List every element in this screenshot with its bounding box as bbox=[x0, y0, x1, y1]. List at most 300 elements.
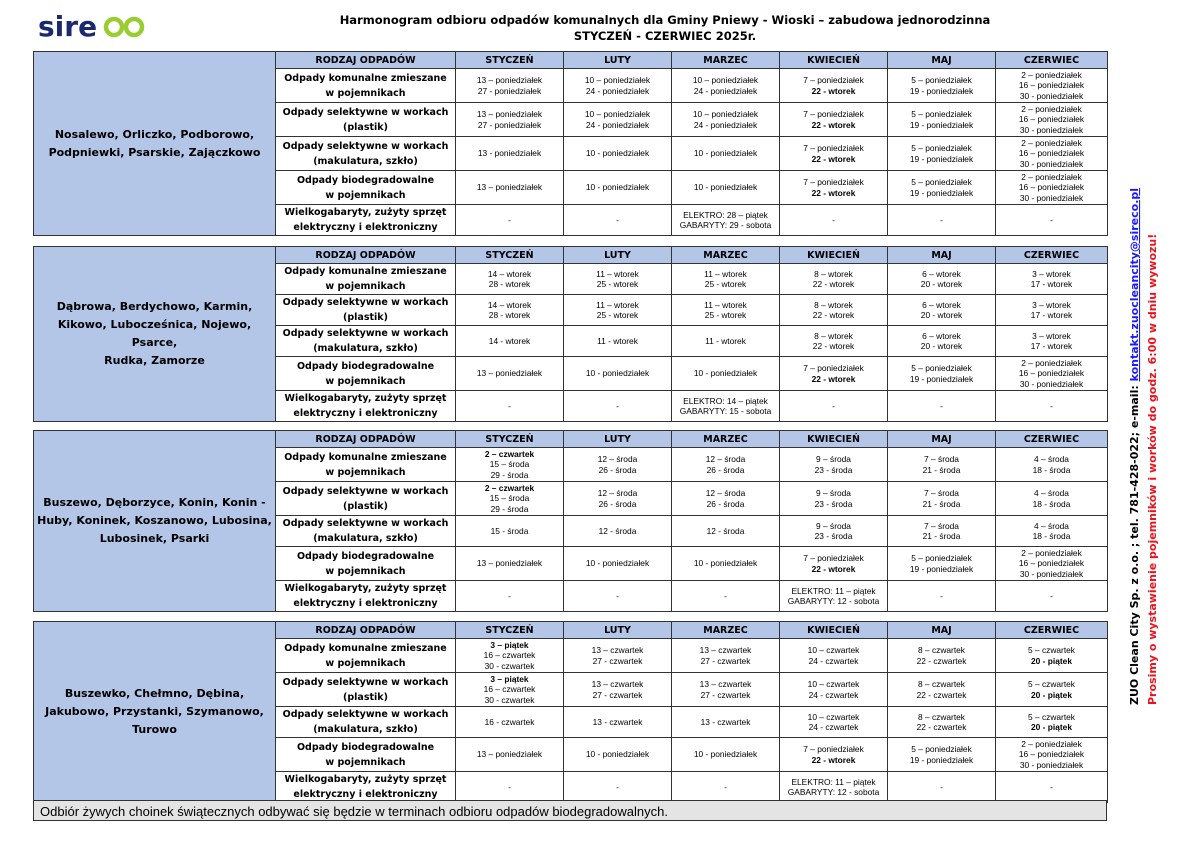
waste-type-line: Wielkogabaryty, zużyty sprzęt bbox=[284, 774, 447, 785]
date-entry: 16 - czwartek bbox=[484, 716, 535, 727]
date-entry: 10 - poniedziałek bbox=[693, 182, 758, 193]
region-block bbox=[33, 246, 1107, 422]
date-cell bbox=[456, 547, 564, 581]
region-name-line: Rudka, Zamorze bbox=[104, 354, 205, 367]
date-entry: 14 - wtorek bbox=[488, 335, 531, 346]
date-entry: 26 - środa bbox=[706, 498, 745, 509]
date-entry: 23 - środa bbox=[814, 464, 853, 475]
date-cell bbox=[564, 516, 672, 547]
waste-type-label bbox=[276, 69, 456, 103]
date-entry: 22 - wtorek bbox=[811, 119, 856, 130]
date-entry: - bbox=[940, 781, 943, 792]
region-name-line: Jakubowo, Przystanki, Szymanowo, bbox=[45, 705, 264, 718]
date-entry: 3 – piątek bbox=[490, 639, 529, 650]
date-entry: 26 - środa bbox=[598, 498, 637, 509]
date-entry: 10 – czwartek bbox=[807, 679, 860, 689]
date-entry: 3 – wtorek bbox=[1032, 330, 1071, 341]
date-entry: 23 - środa bbox=[814, 498, 853, 509]
header-waste-type: RODZAJ ODPADÓW bbox=[276, 52, 456, 69]
waste-type-line: Odpady selektywne w workach bbox=[282, 106, 449, 118]
date-cell bbox=[780, 482, 888, 516]
date-entry: 22 - wtorek bbox=[811, 754, 856, 765]
date-entry: 2 – poniedziałek bbox=[1021, 69, 1082, 80]
date-entry: 29 - środa bbox=[490, 503, 529, 514]
region-name-line: Turowo bbox=[132, 723, 177, 736]
date-entry: 30 - czwartek bbox=[484, 660, 535, 671]
header-month: STYCZEŃ bbox=[456, 431, 564, 448]
date-entry: 28 - wtorek bbox=[488, 310, 531, 320]
date-cell bbox=[888, 581, 996, 612]
date-cell bbox=[672, 391, 780, 422]
date-entry: 11 – wtorek bbox=[596, 299, 639, 310]
date-entry: 14 – wtorek bbox=[487, 299, 532, 310]
date-cell bbox=[888, 772, 996, 803]
date-entry: 3 – wtorek bbox=[1032, 268, 1071, 279]
date-entry: 7 – środa bbox=[924, 454, 959, 464]
waste-type-line: Odpady komunalne zmieszane bbox=[284, 266, 447, 277]
date-entry: 7 – poniedziałek bbox=[803, 363, 864, 373]
date-entry: 25 - wtorek bbox=[704, 279, 747, 289]
waste-type-line: w pojemnikach bbox=[325, 87, 406, 99]
date-entry: 13 – czwartek bbox=[591, 645, 644, 655]
date-entry: 30 - poniedziałek bbox=[1019, 378, 1084, 389]
date-entry: 10 - poniedziałek bbox=[693, 368, 758, 379]
date-entry: 2 – poniedziałek bbox=[1021, 547, 1082, 558]
date-cell bbox=[564, 326, 672, 357]
date-entry: 13 – czwartek bbox=[699, 645, 752, 655]
header-month: MAJ bbox=[888, 52, 996, 69]
date-entry: 4 – środa bbox=[1034, 454, 1069, 464]
date-entry: 30 - czwartek bbox=[484, 694, 535, 705]
date-cell bbox=[564, 103, 672, 137]
date-entry: 16 – poniedziałek bbox=[1018, 148, 1085, 159]
schedule-table bbox=[33, 246, 1108, 422]
contact-email-link[interactable]: kontakt.zuocleancity@sireco.pl bbox=[1128, 187, 1141, 382]
date-cell bbox=[996, 103, 1108, 137]
date-entry: 16 – poniedziałek bbox=[1018, 558, 1085, 569]
date-entry: 7 – poniedziałek bbox=[803, 109, 864, 119]
date-entry: 2 – poniedziałek bbox=[1021, 357, 1082, 368]
waste-type-line: Odpady selektywne w workach bbox=[282, 328, 449, 339]
date-cell bbox=[564, 205, 672, 236]
date-cell bbox=[996, 391, 1108, 422]
date-entry: 4 – środa bbox=[1034, 520, 1069, 531]
date-cell bbox=[996, 205, 1108, 236]
waste-type-line: Wielkogabaryty, zużyty sprzęt bbox=[284, 583, 447, 594]
date-entry: 18 - środa bbox=[1032, 498, 1071, 509]
waste-type-line: Odpady biodegradowalne bbox=[296, 360, 435, 372]
date-entry: 8 – wtorek bbox=[814, 299, 853, 310]
date-entry: 8 – czwartek bbox=[917, 679, 965, 689]
date-entry: 9 – środa bbox=[816, 520, 851, 531]
date-entry: 28 - wtorek bbox=[488, 279, 531, 289]
date-entry: 17 - wtorek bbox=[1030, 310, 1073, 320]
date-entry: 19 - poniedziałek bbox=[909, 187, 974, 198]
date-cell bbox=[888, 171, 996, 205]
header-month: STYCZEŃ bbox=[456, 247, 564, 264]
date-cell bbox=[780, 137, 888, 171]
date-entry: 8 – wtorek bbox=[814, 330, 853, 341]
date-cell bbox=[456, 639, 564, 673]
date-entry: - bbox=[724, 590, 727, 601]
date-cell bbox=[456, 137, 564, 171]
date-entry: 17 - wtorek bbox=[1030, 341, 1073, 351]
waste-type-label bbox=[276, 673, 456, 707]
date-cell bbox=[672, 295, 780, 326]
date-entry: ELEKTRO: 14 – piątek bbox=[683, 395, 768, 406]
date-entry: 18 - środa bbox=[1032, 531, 1071, 541]
region-name bbox=[34, 247, 276, 422]
header-month: LUTY bbox=[564, 52, 672, 69]
date-cell bbox=[456, 69, 564, 103]
date-entry: 2 – czwartek bbox=[484, 482, 535, 493]
date-entry: 27 - poniedziałek bbox=[477, 85, 542, 96]
date-entry: 26 - środa bbox=[706, 464, 745, 475]
date-entry: - bbox=[1050, 781, 1053, 792]
date-cell bbox=[780, 295, 888, 326]
date-entry: 10 – czwartek bbox=[807, 645, 860, 655]
waste-type-label bbox=[276, 482, 456, 516]
waste-type-line: elektryczny i elektroniczny bbox=[293, 222, 438, 233]
date-cell bbox=[456, 581, 564, 612]
date-cell bbox=[996, 137, 1108, 171]
date-cell bbox=[888, 673, 996, 707]
waste-type-line: Odpady selektywne w workach bbox=[282, 140, 449, 152]
date-entry: - bbox=[616, 400, 619, 411]
date-entry: 6 – wtorek bbox=[922, 330, 961, 341]
date-cell bbox=[456, 103, 564, 137]
date-cell bbox=[672, 326, 780, 357]
date-cell bbox=[780, 326, 888, 357]
region-name bbox=[34, 431, 276, 612]
date-entry: 11 – wtorek bbox=[704, 299, 747, 310]
date-entry: 2 – poniedziałek bbox=[1021, 171, 1082, 182]
date-entry: 16 – poniedziałek bbox=[1018, 114, 1085, 125]
date-entry: 22 - czwartek bbox=[916, 722, 967, 732]
date-cell bbox=[672, 738, 780, 772]
date-entry: 6 – wtorek bbox=[922, 299, 961, 310]
header-waste-type: RODZAJ ODPADÓW bbox=[276, 247, 456, 264]
date-entry: 10 - poniedziałek bbox=[693, 749, 758, 760]
date-entry: 22 - wtorek bbox=[811, 187, 856, 198]
region-name-line: Lubosinek, Psarki bbox=[99, 532, 210, 545]
header-month: MAJ bbox=[888, 431, 996, 448]
header-month: MARZEC bbox=[672, 622, 780, 639]
date-cell bbox=[780, 673, 888, 707]
date-cell bbox=[996, 738, 1108, 772]
date-cell bbox=[996, 69, 1108, 103]
date-cell bbox=[564, 482, 672, 516]
date-cell bbox=[780, 264, 888, 295]
region-name-line: Huby, Koninek, Koszanowo, Lubosina, bbox=[37, 514, 272, 527]
waste-type-line: Odpady komunalne zmieszane bbox=[284, 72, 447, 84]
header-waste-type: RODZAJ ODPADÓW bbox=[276, 431, 456, 448]
date-cell bbox=[672, 482, 780, 516]
date-entry: 22 - wtorek bbox=[811, 153, 856, 164]
waste-type-label bbox=[276, 137, 456, 171]
schedule-table bbox=[33, 621, 1108, 803]
date-entry: 30 - poniedziałek bbox=[1019, 158, 1084, 169]
waste-type-line: Odpady selektywne w workach bbox=[282, 297, 449, 308]
date-cell bbox=[780, 639, 888, 673]
pickup-notice: Prosimy o wystawienie pojemników i worków do godz. 6:00 w dniu wywozu! bbox=[1146, 233, 1159, 705]
page-title bbox=[280, 12, 1050, 44]
date-entry: 10 – poniedziałek bbox=[584, 109, 651, 119]
header-month: KWIECIEŃ bbox=[780, 622, 888, 639]
waste-type-line: (makulatura, szkło) bbox=[313, 724, 418, 735]
date-cell bbox=[564, 707, 672, 738]
date-cell bbox=[888, 707, 996, 738]
date-entry: 7 – poniedziałek bbox=[803, 75, 864, 85]
date-cell bbox=[888, 103, 996, 137]
date-entry: 12 – środa bbox=[597, 488, 638, 498]
date-entry: 4 – środa bbox=[1034, 488, 1069, 498]
waste-type-line: w pojemnikach bbox=[325, 657, 406, 669]
date-entry: 16 – poniedziałek bbox=[1018, 368, 1085, 379]
date-entry: 29 - środa bbox=[490, 469, 529, 480]
date-entry: 20 - piątek bbox=[1031, 689, 1072, 700]
date-cell bbox=[564, 772, 672, 803]
footer-note: Odbiór żywych choinek świątecznych odbywać się będzie w terminach odbioru odpadów biodegradowalnych. bbox=[33, 800, 1107, 821]
date-entry: 20 - piątek bbox=[1031, 722, 1072, 732]
date-entry: 30 - poniedziałek bbox=[1019, 568, 1084, 579]
waste-type-line: (plastik) bbox=[343, 121, 388, 133]
date-entry: 15 – środa bbox=[489, 493, 530, 504]
date-cell bbox=[456, 295, 564, 326]
sireco-logo bbox=[38, 10, 148, 42]
date-entry: 8 – czwartek bbox=[917, 645, 965, 655]
date-cell bbox=[456, 357, 564, 391]
date-entry: 13 – czwartek bbox=[699, 679, 752, 689]
date-entry: 22 - wtorek bbox=[812, 341, 855, 351]
date-entry: GABARYTY: 15 - sobota bbox=[679, 406, 772, 416]
date-entry: 19 - poniedziałek bbox=[909, 119, 974, 130]
date-entry: - bbox=[1050, 400, 1053, 411]
date-cell bbox=[672, 581, 780, 612]
date-entry: 25 - wtorek bbox=[596, 310, 639, 320]
date-entry: - bbox=[1050, 590, 1053, 601]
date-entry: 24 - czwartek bbox=[808, 655, 859, 666]
region-block bbox=[33, 430, 1107, 612]
date-cell bbox=[564, 448, 672, 482]
header-month: MAJ bbox=[888, 247, 996, 264]
waste-type-line: elektryczny i elektroniczny bbox=[293, 408, 438, 419]
date-cell bbox=[780, 391, 888, 422]
date-cell bbox=[996, 516, 1108, 547]
date-entry: 17 - wtorek bbox=[1030, 279, 1073, 289]
date-entry: 16 – czwartek bbox=[483, 650, 536, 661]
waste-type-line: (makulatura, szkło) bbox=[313, 343, 418, 354]
date-entry: 14 – wtorek bbox=[487, 268, 532, 279]
waste-type-line: Odpady selektywne w workach bbox=[282, 676, 449, 688]
header-month: KWIECIEŃ bbox=[780, 247, 888, 264]
date-cell bbox=[456, 205, 564, 236]
date-entry: 26 - środa bbox=[598, 464, 637, 475]
date-entry: 24 - czwartek bbox=[808, 689, 859, 700]
date-cell bbox=[780, 707, 888, 738]
date-entry: - bbox=[832, 400, 835, 411]
date-entry: 13 – poniedziałek bbox=[476, 368, 543, 379]
waste-type-line: w pojemnikach bbox=[325, 565, 406, 577]
date-cell bbox=[564, 391, 672, 422]
date-entry: 7 – środa bbox=[924, 488, 959, 498]
date-entry: 27 - czwartek bbox=[592, 689, 643, 700]
date-entry: 5 – poniedziałek bbox=[911, 143, 972, 153]
region-name bbox=[34, 52, 276, 236]
date-entry: - bbox=[832, 214, 835, 225]
date-cell bbox=[996, 171, 1108, 205]
date-entry: 2 – poniedziałek bbox=[1021, 137, 1082, 148]
date-cell bbox=[672, 516, 780, 547]
infinity-logo-icon bbox=[106, 19, 142, 35]
date-cell bbox=[456, 391, 564, 422]
waste-type-line: (plastik) bbox=[343, 691, 388, 703]
date-cell bbox=[672, 357, 780, 391]
date-cell bbox=[564, 171, 672, 205]
date-cell bbox=[672, 103, 780, 137]
waste-type-line: w pojemnikach bbox=[325, 756, 406, 768]
waste-type-label bbox=[276, 264, 456, 295]
date-cell bbox=[672, 69, 780, 103]
header-month: MAJ bbox=[888, 622, 996, 639]
date-entry: 19 - poniedziałek bbox=[909, 754, 974, 765]
date-entry: 10 - poniedziałek bbox=[693, 558, 758, 569]
date-entry: 5 – czwartek bbox=[1027, 711, 1075, 722]
date-entry: ELEKTRO: 11 – piątek bbox=[791, 585, 876, 596]
date-cell bbox=[564, 581, 672, 612]
date-entry: 21 - środa bbox=[922, 464, 961, 475]
region-name-line: Podpniewki, Psarskie, Zajączkowo bbox=[48, 145, 261, 159]
date-entry: - bbox=[724, 781, 727, 792]
date-cell bbox=[780, 357, 888, 391]
date-entry: 20 - wtorek bbox=[920, 341, 963, 351]
date-cell bbox=[780, 547, 888, 581]
date-cell bbox=[672, 205, 780, 236]
date-entry: 10 - poniedziałek bbox=[693, 148, 758, 159]
date-entry: 12 - środa bbox=[598, 525, 637, 536]
date-entry: 11 - wtorek bbox=[705, 335, 746, 346]
date-entry: 18 - środa bbox=[1032, 464, 1071, 475]
contact-line: ZUO Clean City Sp. z o.o. ; tel. 781-428-022; e-mail: kontakt.zuocleancity@sireco.pl bbox=[1128, 187, 1141, 705]
waste-type-label bbox=[276, 772, 456, 803]
date-cell bbox=[564, 69, 672, 103]
date-cell bbox=[564, 547, 672, 581]
date-entry: 5 – poniedziałek bbox=[911, 177, 972, 187]
date-entry: 11 – wtorek bbox=[596, 268, 639, 279]
date-cell bbox=[996, 326, 1108, 357]
date-cell bbox=[456, 326, 564, 357]
date-entry: 7 – poniedziałek bbox=[803, 177, 864, 187]
date-entry: 21 - środa bbox=[922, 531, 961, 541]
waste-type-line: (plastik) bbox=[343, 312, 388, 323]
waste-type-line: elektryczny i elektroniczny bbox=[293, 598, 438, 609]
date-cell bbox=[888, 137, 996, 171]
date-entry: 16 – poniedziałek bbox=[1018, 80, 1085, 91]
region-name-line: Buszewo, Dęborzyce, Konin, Konin - bbox=[43, 496, 266, 509]
date-entry: 13 - czwartek bbox=[592, 716, 643, 727]
date-entry: 24 - poniedziałek bbox=[693, 85, 758, 96]
title-line-1: Harmonogram odbioru odpadów komunalnych dla Gminy Pniewy - Wioski – zabudowa jednorodzinna bbox=[339, 13, 991, 27]
date-cell bbox=[996, 547, 1108, 581]
date-entry: 2 – poniedziałek bbox=[1021, 738, 1082, 749]
date-entry: 22 - wtorek bbox=[812, 310, 855, 320]
date-entry: 13 – poniedziałek bbox=[476, 182, 543, 193]
waste-type-label bbox=[276, 357, 456, 391]
header-month: MARZEC bbox=[672, 52, 780, 69]
date-entry: 5 – poniedziałek bbox=[911, 363, 972, 373]
date-entry: 30 - poniedziałek bbox=[1019, 90, 1084, 101]
date-entry: 27 - czwartek bbox=[700, 689, 751, 700]
date-entry: 13 – czwartek bbox=[591, 679, 644, 689]
header-month: MARZEC bbox=[672, 431, 780, 448]
waste-type-label bbox=[276, 547, 456, 581]
date-entry: 2 – poniedziałek bbox=[1021, 103, 1082, 114]
date-entry: - bbox=[940, 590, 943, 601]
date-entry: - bbox=[508, 400, 511, 411]
date-cell bbox=[996, 482, 1108, 516]
date-cell bbox=[780, 738, 888, 772]
date-entry: 2 – czwartek bbox=[484, 448, 535, 459]
date-cell bbox=[888, 482, 996, 516]
date-entry: 10 – czwartek bbox=[807, 711, 860, 722]
date-entry: ELEKTRO: 11 – piątek bbox=[791, 776, 876, 787]
date-entry: 23 - środa bbox=[814, 531, 853, 541]
date-entry: 21 - środa bbox=[922, 498, 961, 509]
date-entry: 24 - poniedziałek bbox=[585, 85, 650, 96]
date-entry: 3 – wtorek bbox=[1032, 299, 1071, 310]
date-entry: 22 - czwartek bbox=[916, 655, 967, 666]
header-month: MARZEC bbox=[672, 247, 780, 264]
header-month: CZERWIEC bbox=[996, 247, 1108, 264]
date-cell bbox=[996, 357, 1108, 391]
date-entry: 10 – poniedziałek bbox=[692, 75, 759, 85]
date-entry: GABARYTY: 29 - sobota bbox=[679, 220, 772, 230]
date-entry: 10 – poniedziałek bbox=[692, 109, 759, 119]
waste-type-label bbox=[276, 171, 456, 205]
waste-type-line: elektryczny i elektroniczny bbox=[293, 789, 438, 800]
header-month: LUTY bbox=[564, 247, 672, 264]
date-entry: 10 – poniedziałek bbox=[584, 75, 651, 85]
date-entry: - bbox=[616, 590, 619, 601]
date-entry: 11 – wtorek bbox=[704, 268, 747, 279]
date-entry: GABARYTY: 12 - sobota bbox=[787, 787, 880, 797]
date-cell bbox=[456, 738, 564, 772]
header-month: LUTY bbox=[564, 622, 672, 639]
waste-type-line: (makulatura, szkło) bbox=[313, 533, 418, 544]
region-name-line: Dąbrowa, Berdychowo, Karmin, bbox=[56, 300, 253, 313]
date-entry: 9 – środa bbox=[816, 488, 851, 498]
date-entry: 12 – środa bbox=[705, 454, 746, 464]
date-entry: 16 – poniedziałek bbox=[1018, 749, 1085, 760]
date-entry: 8 – wtorek bbox=[814, 268, 853, 279]
date-entry: 30 - poniedziałek bbox=[1019, 759, 1084, 770]
date-cell bbox=[780, 448, 888, 482]
date-entry: - bbox=[508, 590, 511, 601]
header-month: CZERWIEC bbox=[996, 431, 1108, 448]
date-entry: 13 – poniedziałek bbox=[476, 109, 543, 119]
date-entry: 19 - poniedziałek bbox=[909, 153, 974, 164]
date-cell bbox=[672, 707, 780, 738]
date-cell bbox=[780, 581, 888, 612]
date-entry: 12 – środa bbox=[597, 454, 638, 464]
date-entry: ELEKTRO: 28 – piątek bbox=[683, 209, 768, 220]
date-cell bbox=[888, 547, 996, 581]
date-cell bbox=[996, 581, 1108, 612]
date-cell bbox=[888, 264, 996, 295]
schedule-table bbox=[33, 430, 1108, 612]
waste-type-label bbox=[276, 326, 456, 357]
date-entry: 11 - wtorek bbox=[597, 335, 638, 346]
